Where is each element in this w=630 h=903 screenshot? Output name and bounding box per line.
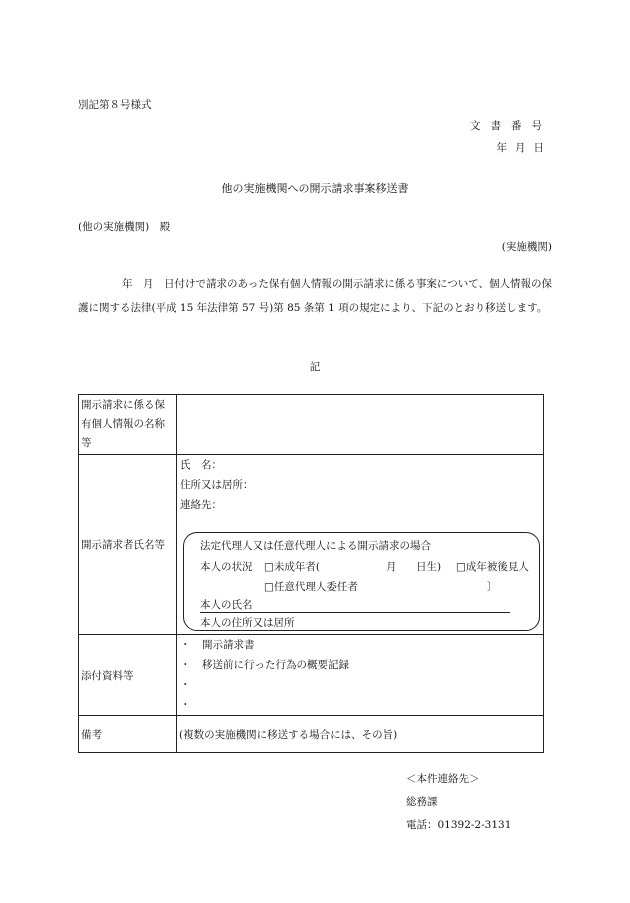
transfer-table <box>78 394 544 753</box>
addressee: (他の実施機関) 殿 <box>78 221 171 233</box>
document-date-label: 年月日 <box>496 142 552 154</box>
form-number: 別記第８号様式 <box>78 99 152 111</box>
attachments-value-cell <box>177 635 544 716</box>
attachment-text: 開示請求書 <box>202 639 255 651</box>
document-number-label: 文書番号 <box>470 120 552 132</box>
attachments-label-cell <box>79 635 177 716</box>
attachment-item <box>177 635 543 655</box>
bullet: ・ <box>180 659 191 671</box>
contact-phone: 電話：01392-2-3131 <box>406 819 512 831</box>
adult-ward-checkbox-label: □成年被後見人 <box>456 561 529 573</box>
attachment-item <box>177 695 543 715</box>
contact-heading: ＜本件連絡先＞ <box>406 773 480 785</box>
principal-address-field <box>200 615 510 631</box>
remarks-value-cell <box>177 716 544 753</box>
info-name-label: 開示請求に係る保有個人情報の名称等 <box>81 399 165 449</box>
contact-block <box>406 768 511 837</box>
info-name-value-cell <box>177 395 544 455</box>
principal-status-label: 本人の状況 <box>200 561 253 573</box>
attachment-item <box>177 675 543 695</box>
attachment-item <box>177 655 543 675</box>
ki-heading: 記 <box>309 361 321 373</box>
birth-day-label: 日生) <box>416 561 442 573</box>
voluntary-checkbox-label: □任意代理人委任者 <box>264 581 358 593</box>
principal-address-label: 本人の住所又は居所 <box>200 617 295 629</box>
contact-field-label: 連絡先： <box>180 499 222 511</box>
requester-value-cell <box>177 455 544 635</box>
bullet: ・ <box>180 699 191 711</box>
info-name-label-cell <box>79 395 177 455</box>
remarks-label-cell <box>79 716 177 753</box>
minor-checkbox-label: □未成年者( <box>264 561 321 573</box>
attachments-label: 添付資料等 <box>81 669 134 682</box>
requester-label-cell <box>79 455 177 635</box>
remarks-label: 備考 <box>81 728 102 741</box>
requester-details <box>177 455 543 634</box>
principal-name-label: 本人の氏名 <box>200 599 253 611</box>
requester-label: 開示請求者氏名等 <box>81 539 165 551</box>
attachment-text: 移送前に行った行為の概要記録 <box>202 659 349 671</box>
birth-month-label: 月 <box>386 561 397 573</box>
proxy-request-box <box>183 532 540 631</box>
table-row <box>79 635 544 716</box>
proxy-heading: 法定代理人又は任意代理人による開示請求の場合 <box>200 540 431 552</box>
bullet: ・ <box>180 679 191 691</box>
address-field-label: 住所又は居所： <box>180 479 254 491</box>
body-paragraph: 年 月 日付けで請求のあった保有個人情報の開示請求に係る事案について、個人情報の保護に関する法律(平成 15 年法律第 57 号)第 85 条第 1 項の規定により、下記のとおり移送します。 <box>78 278 552 314</box>
table-row <box>79 395 544 455</box>
contact-department: 総務課 <box>406 796 438 808</box>
name-field-label: 氏 名： <box>180 459 222 471</box>
remarks-text: (複数の実施機関に移送する場合には、その旨) <box>179 728 398 741</box>
bracket-close: 〕 <box>487 581 498 593</box>
principal-name-field <box>200 597 510 613</box>
table-row <box>79 716 544 753</box>
table-row <box>79 455 544 635</box>
sender-agency: (実施機関) <box>501 241 552 253</box>
page-title: 他の実施機関への開示請求事案移送書 <box>221 182 409 195</box>
bullet: ・ <box>180 639 191 651</box>
